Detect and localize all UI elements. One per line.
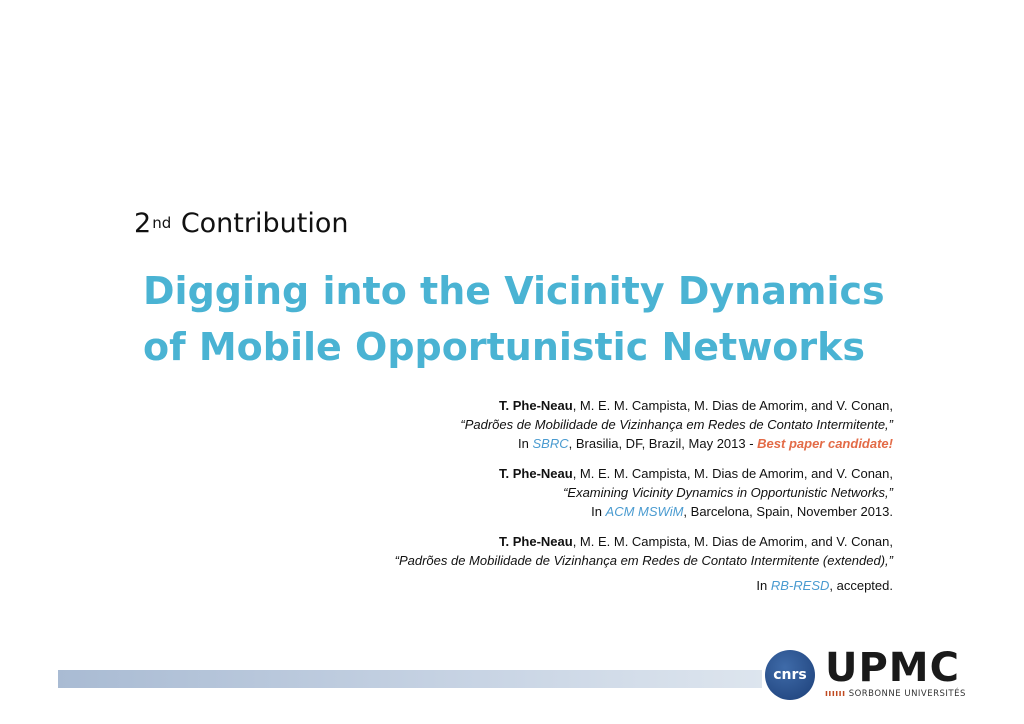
reference-title: “Padrões de Mobilidade de Vizinhança em Redes de Contato Intermitente (extended),” [394, 553, 893, 568]
reference-venue: SBRC [532, 436, 569, 451]
reference-venue-suffix: , accepted. [829, 578, 893, 593]
reference-item [333, 464, 893, 521]
upmc-logo-word: UPMC [825, 645, 960, 691]
best-paper-badge: Best paper candidate! [757, 436, 893, 451]
reference-list [333, 396, 893, 606]
cnrs-logo-text: cnrs [773, 667, 807, 683]
title-line-2: of Mobile Opportunistic Networks [143, 325, 866, 369]
upmc-logo-mark: ıııııı [825, 689, 846, 699]
reference-author: T. Phe-Neau [499, 534, 573, 549]
reference-title: “Padrões de Mobilidade de Vizinhança em Redes de Contato Intermitente,” [460, 417, 893, 432]
reference-item [333, 532, 893, 595]
reference-venue-prefix: In [756, 578, 771, 593]
cnrs-logo [765, 650, 815, 700]
reference-venue-suffix: , Brasilia, DF, Brazil, May 2013 - [568, 436, 758, 451]
reference-coauthors: , M. E. M. Campista, M. Dias de Amorim, and V. Conan, [572, 398, 893, 413]
reference-venue: RB-RESD [770, 578, 830, 593]
upmc-logo-subtitle [825, 689, 965, 699]
contribution-word: Contribution [180, 208, 349, 239]
footer-bar [58, 670, 762, 688]
reference-title: “Examining Vicinity Dynamics in Opportunistic Networks,” [563, 485, 893, 500]
slide-title [143, 263, 923, 375]
reference-item [333, 396, 893, 453]
reference-author: T. Phe-Neau [499, 398, 573, 413]
reference-author: T. Phe-Neau [499, 466, 573, 481]
reference-venue-prefix: In [591, 504, 606, 519]
reference-coauthors: , M. E. M. Campista, M. Dias de Amorim, and V. Conan, [572, 466, 893, 481]
reference-coauthors: , M. E. M. Campista, M. Dias de Amorim, and V. Conan, [572, 534, 893, 549]
upmc-logo-sub-text: SORBONNE UNIVERSITÉS [848, 689, 966, 699]
contribution-number: 2 [134, 208, 152, 239]
reference-venue-prefix: In [518, 436, 533, 451]
reference-venue-suffix: , Barcelona, Spain, November 2013. [683, 504, 893, 519]
upmc-logo [825, 645, 966, 699]
title-line-1: Digging into the Vicinity Dynamics [143, 269, 885, 313]
contribution-suffix: nd [152, 214, 172, 232]
contribution-label [134, 208, 348, 239]
reference-venue: ACM MSWiM [605, 504, 684, 519]
